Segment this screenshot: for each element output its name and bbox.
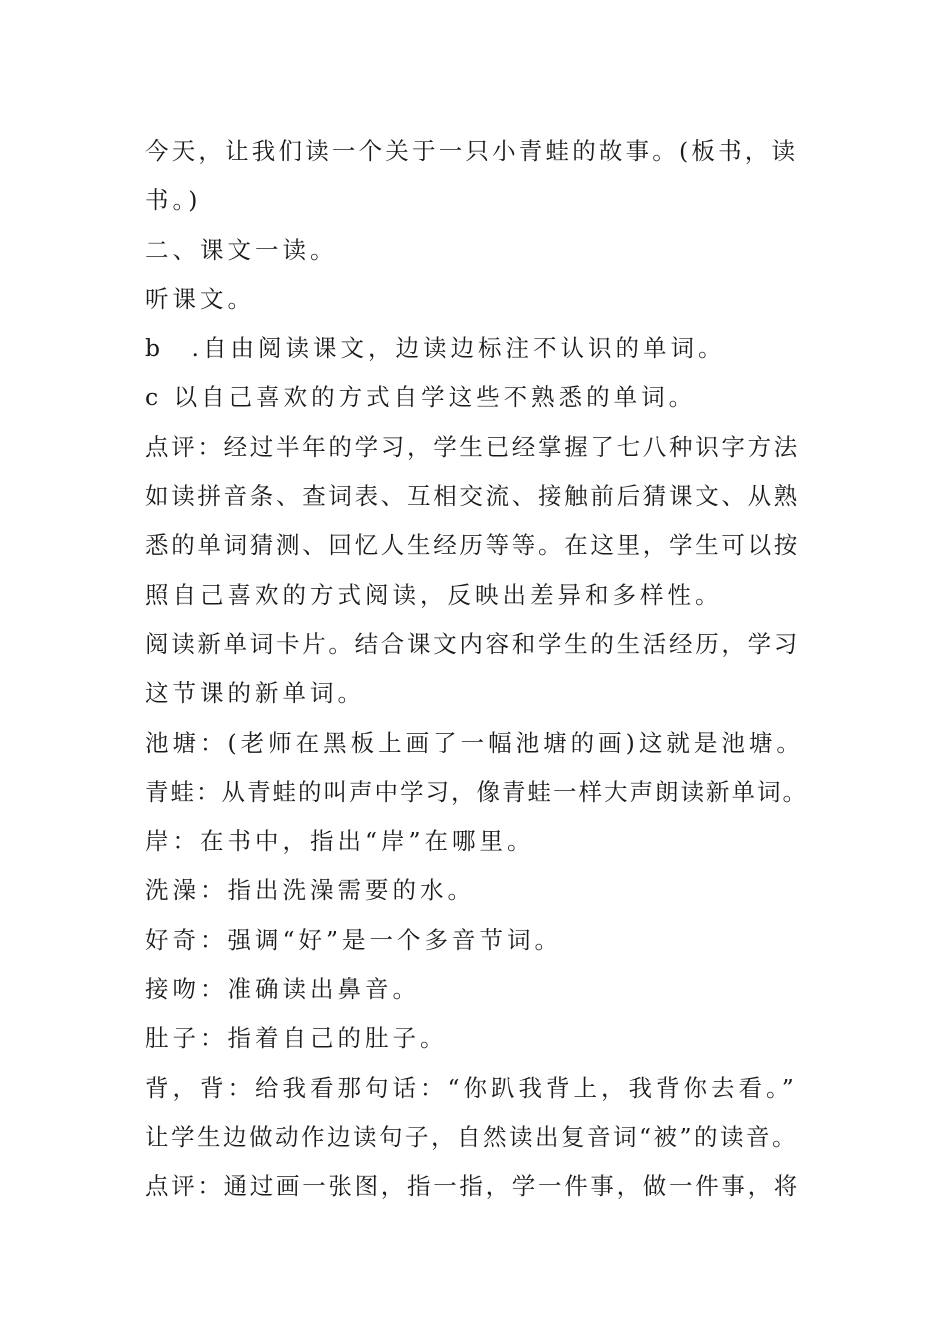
text-line-18: 接吻：准确读出鼻音。: [145, 975, 420, 1004]
text-line-10: 照自己喜欢的方式阅读，反映出差异和多样性。: [145, 580, 723, 609]
text-line-13: 池塘：(老师在黑板上画了一幅池塘的画)这就是池塘。: [145, 728, 804, 757]
text-line-17: 好奇：强调“好”是一个多音节词。: [145, 925, 563, 954]
text-line-4: 听课文。: [145, 284, 255, 313]
text-line-6: c 以自己喜欢的方式自学这些不熟悉的单词。: [145, 383, 697, 412]
text-line-19: 肚子：指着自己的肚子。: [145, 1024, 448, 1053]
text-line-12: 这节课的新单词。: [145, 679, 365, 708]
text-line-9: 悉的单词猜测、回忆人生经历等等。在这里，学生可以按: [145, 531, 800, 560]
text-line-7: 点评：经过半年的学习，学生已经掌握了七八种识字方法: [145, 432, 800, 461]
text-line-1: 今天，让我们读一个关于一只小青蛙的故事。(板书，读: [145, 137, 799, 165]
section-heading: 二、课文一读。: [145, 235, 338, 264]
text-line-15: 岸：在书中，指出“岸”在哪里。: [145, 827, 535, 856]
text-line-22: 点评：通过画一张图，指一指，学一件事，做一件事，将: [145, 1172, 800, 1201]
text-line-2: 书。): [145, 186, 202, 215]
text-line-21: 让学生边做动作边读句子，自然读出复音词“被”的读音。: [145, 1122, 799, 1151]
document-body: [145, 127, 810, 1212]
text-line-11: 阅读新单词卡片。结合课文内容和学生的生活经历，学习: [145, 629, 800, 658]
text-line-14: 青蛙：从青蛙的叫声中学习，像青蛙一样大声朗读新单词。: [145, 777, 808, 806]
text-line-8: 如读拼音条、查词表、互相交流、接触前后猜课文、从熟: [145, 482, 800, 511]
text-line-16: 洗澡：指出洗澡需要的水。: [145, 876, 475, 905]
text-line-20: 背，背：给我看那句话：“你趴我背上，我背你去看。”: [145, 1073, 798, 1102]
text-line-5: b .自由阅读课文，边读边标注不认识的单词。: [145, 334, 726, 363]
